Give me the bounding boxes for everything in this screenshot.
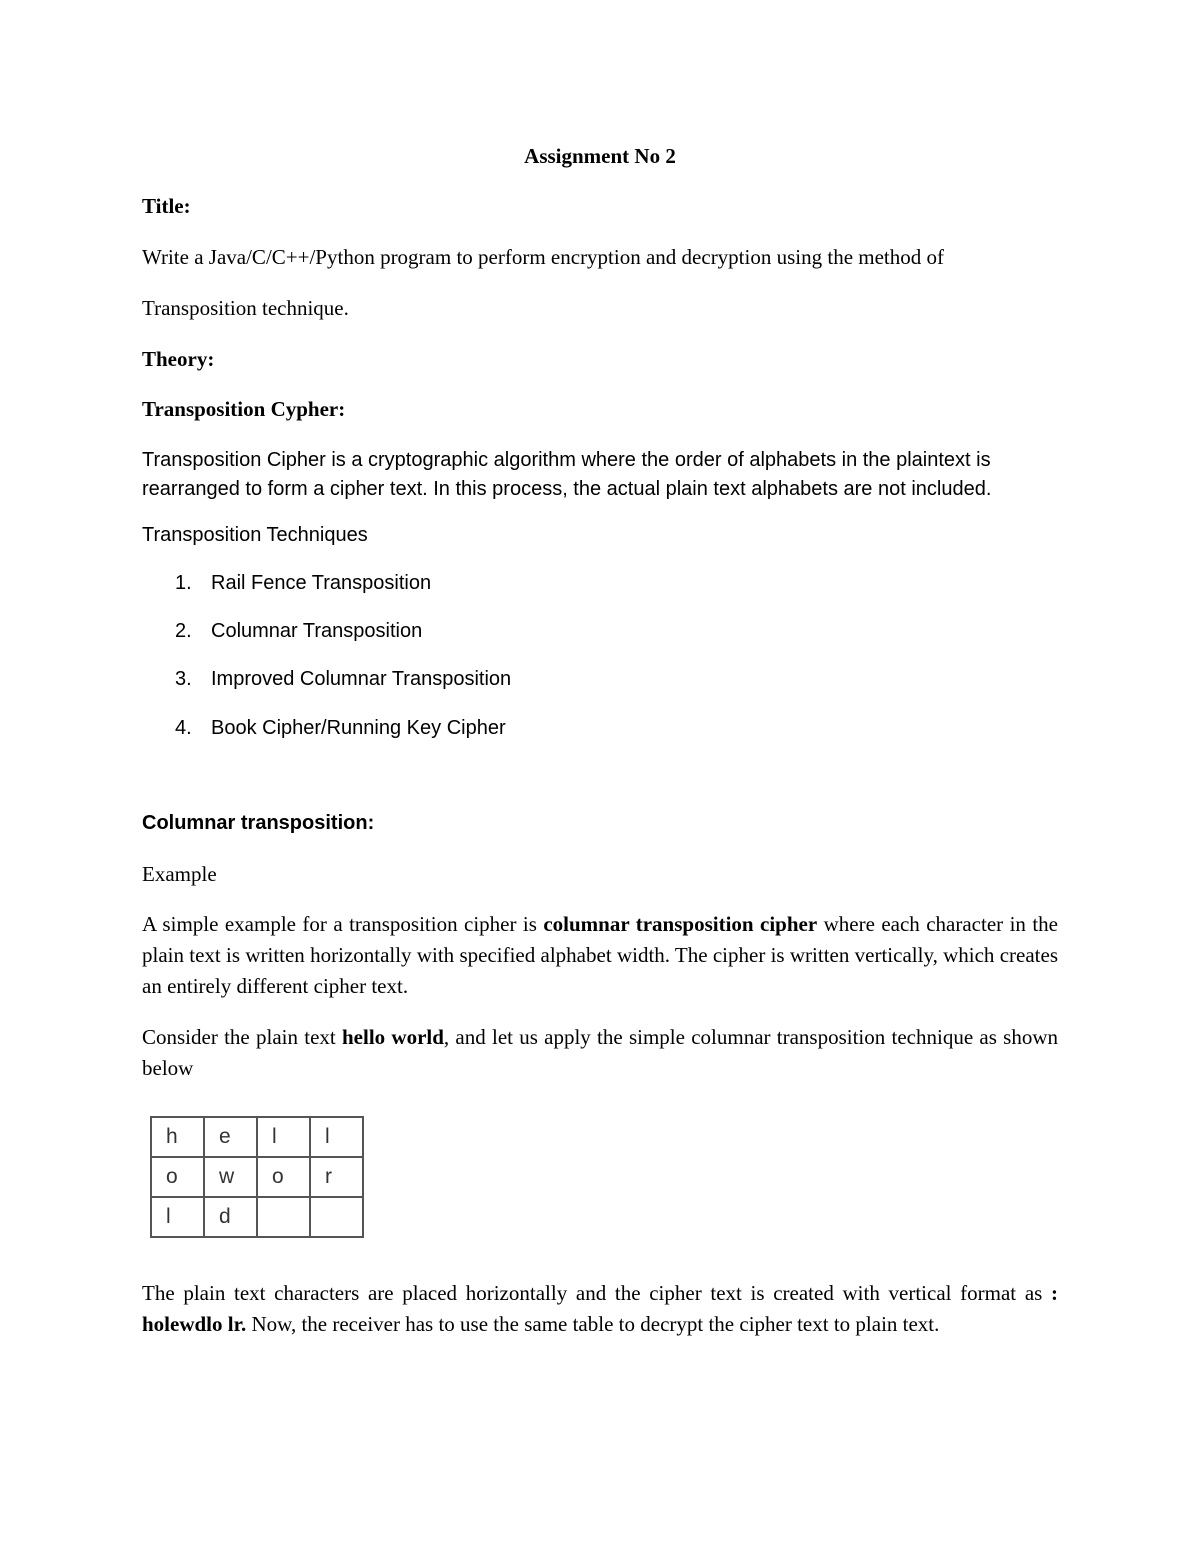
list-item xyxy=(175,570,431,596)
list-number: 4. xyxy=(175,717,192,739)
grid-cell: o xyxy=(257,1157,310,1197)
intro-line-1: Transposition Cipher is a cryptographic algorithm where the order of alphabets in the plaintext is xyxy=(142,449,991,471)
result-bold-ciphertext: : holewdlo lr. xyxy=(142,1281,1058,1336)
title-text-line-1: Write a Java/C/C++/Python program to perform encryption and decryption using the method of xyxy=(142,245,944,269)
result-text-2: Now, the receiver has to use the same table to decrypt the cipher text to plain text. xyxy=(246,1312,940,1336)
grid-cell: h xyxy=(151,1117,204,1157)
list-item xyxy=(175,618,422,644)
example-label: Example xyxy=(142,862,217,886)
example-bold-term: columnar transposition cipher xyxy=(543,912,818,936)
result-text-1: The plain text characters are placed horizontally and the cipher text is created with vertical format as xyxy=(142,1281,1051,1305)
list-text: Improved Columnar Transposition xyxy=(211,668,512,690)
example-paragraph xyxy=(142,909,1058,1002)
list-text: Rail Fence Transposition xyxy=(211,572,432,594)
grid-cell: l xyxy=(257,1117,310,1157)
theory-label: Theory: xyxy=(142,347,215,371)
transposition-grid xyxy=(150,1116,364,1238)
result-paragraph xyxy=(142,1278,1058,1340)
list-text: Book Cipher/Running Key Cipher xyxy=(211,717,506,739)
grid-cell: l xyxy=(310,1117,363,1157)
list-number: 3. xyxy=(175,668,192,690)
consider-text-2: , and let us apply the simple columnar transposition technique as shown below xyxy=(142,1025,1058,1080)
example-text-1: A simple example for a transposition cipher is xyxy=(142,912,544,936)
page-heading: Assignment No 2 xyxy=(524,144,676,168)
techniques-label: Transposition Techniques xyxy=(142,524,368,546)
consider-text-1: Consider the plain text xyxy=(142,1025,342,1049)
consider-paragraph xyxy=(142,1022,1058,1084)
title-text-line-2: Transposition technique. xyxy=(142,296,349,320)
transposition-cypher-heading: Transposition Cypher: xyxy=(142,397,346,421)
example-text-2: where each character in the plain text is written horizontally with specified alphabet width. The cipher is written vertically, which creates an entirely different cipher text. xyxy=(142,912,1058,998)
title-label: Title: xyxy=(142,194,191,218)
list-number: 1. xyxy=(175,572,192,594)
grid-cell: d xyxy=(204,1197,257,1237)
grid-row xyxy=(151,1157,363,1197)
grid-row xyxy=(151,1117,363,1157)
grid-cell xyxy=(310,1197,363,1237)
list-item xyxy=(175,666,511,692)
grid-cell xyxy=(257,1197,310,1237)
consider-bold-term: hello world xyxy=(341,1025,444,1049)
grid-cell: o xyxy=(151,1157,204,1197)
grid-cell: w xyxy=(204,1157,257,1197)
grid-cell: l xyxy=(151,1197,204,1237)
grid-row xyxy=(151,1197,363,1237)
columnar-heading: Columnar transposition: xyxy=(142,812,375,834)
intro-line-2: rearranged to form a cipher text. In this process, the actual plain text alphabets are not included. xyxy=(142,478,992,500)
list-number: 2. xyxy=(175,620,192,642)
list-item xyxy=(175,715,506,741)
grid-cell: e xyxy=(204,1117,257,1157)
list-text: Columnar Transposition xyxy=(211,620,423,642)
grid-cell: r xyxy=(310,1157,363,1197)
